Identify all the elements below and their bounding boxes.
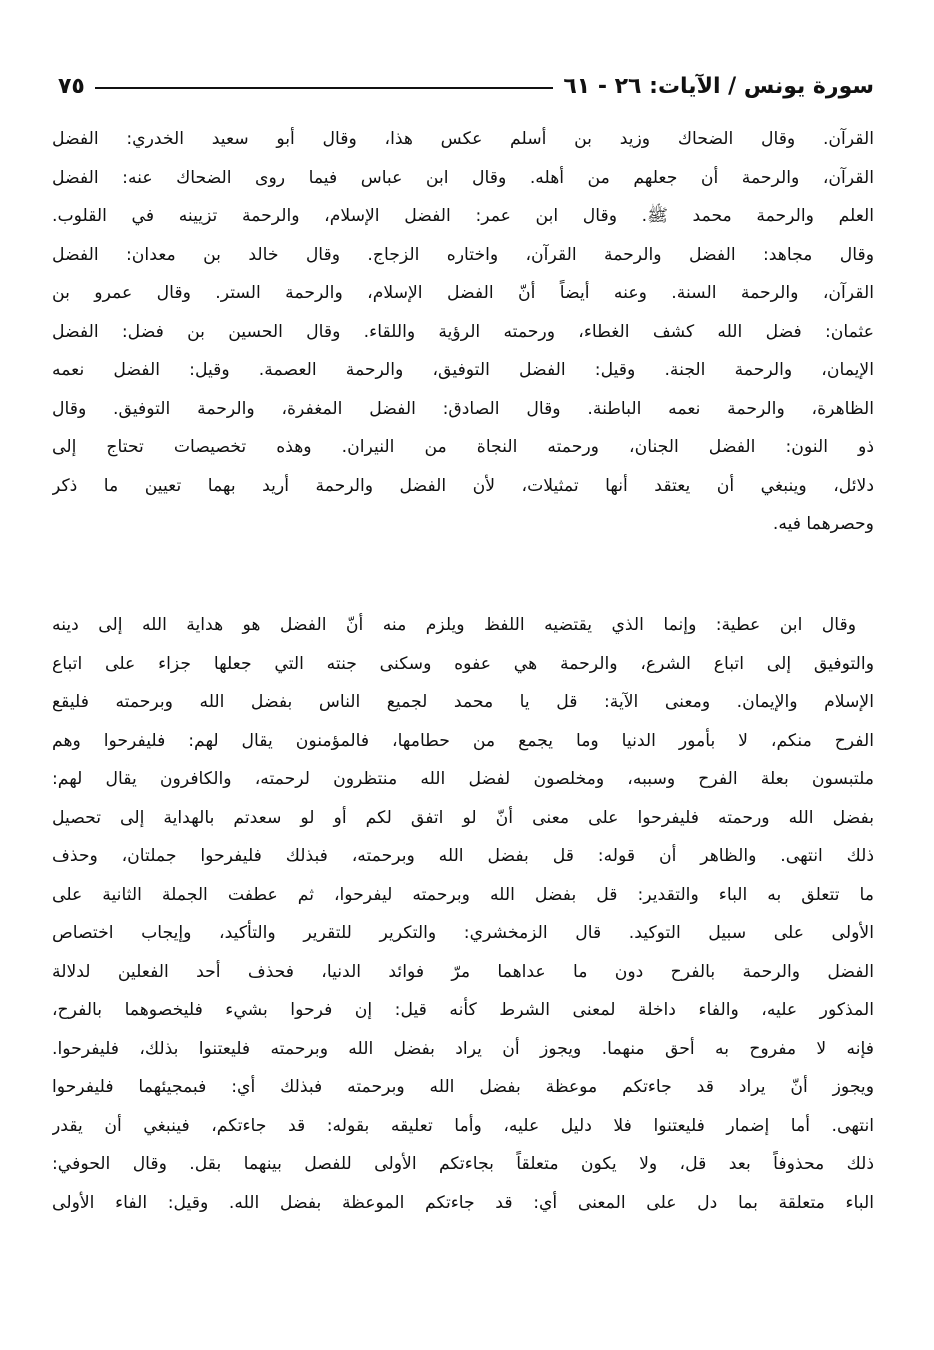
text-line: الإيمان، والرحمة الجنة. وقيل: الفضل التوفيق، والرحمة العصمة. وقيل: الفضل نعمه [52, 360, 874, 380]
text-line: وقال مجاهد: الفضل والرحمة القرآن، واختاره الزجاج. وقال خالد بن معدان: الفضل [52, 244, 874, 265]
text-line: دلائل، وينبغي أن يعتقد أنها تمثيلات، لأن الفضل والرحمة أريد بهما تعيين ما ذكر [52, 475, 874, 496]
text-line: ذو النون: الفضل الجنان، ورحمته النجاة من النيران. وهذه تخصيصات تحتاج إلى [52, 437, 874, 457]
text-line: وقال ابن عطية: وإنما الذي يقتضيه اللفظ ويلزم منه أنّ الفضل هو هداية الله إلى دينه [52, 615, 856, 635]
text-line: القرآن، والرحمة أن جعلهم من أهله. وقال ابن عباس فيما روى الضحاك عنه: الفضل [52, 167, 874, 188]
text-line: ما تتعلق به الباء والتقدير: قل بفضل الله وبرحمته ليفرحوا، ثم عطفت الجملة الثانية على [52, 884, 874, 905]
text-line: الأولى على سبيل التوكيد. قال الزمخشري: والتكرير للتقرير والتأكيد، وإيجاب اختصاص [52, 923, 874, 943]
text-line: الفرح منكم، لا بأمور الدنيا وما يجمع من حطامها، فالمؤمنون يقال لهم: فليفرحوا وهم [52, 730, 874, 751]
text-line: ذلك محذوفاً بعد قل، ولا يكون متعلقاً بجاءتكم الأولى للفصل بينهما بقل. وقال الحوفي: [52, 1154, 874, 1174]
text-line: ملتبسون بعلة الفرح وسببه، ومخلصون لفضل الله منتظرون لرحمته، والكافرون يقال لهم: [52, 769, 874, 789]
paragraph-2 [52, 606, 874, 1222]
text-line: العلم والرحمة محمد ﷺ. وقال ابن عمر: الفضل الإسلام، والرحمة تزيينه في القلوب. [52, 206, 874, 226]
text-line: وحصرهما فيه. [772, 514, 874, 534]
text-line: عثمان: فضل الله كشف الغطاء، ورحمته الرؤية واللقاء. وقال الحسين بن فضل: الفضل [52, 321, 874, 342]
page-number: ٧٥ [58, 73, 85, 99]
page-header [58, 66, 874, 106]
text-line: الظاهرة، والرحمة نعمه الباطنة. وقال الصادق: الفضل المغفرة، والرحمة التوفيق. وقال [52, 398, 874, 419]
text-line: بفضل الله ورحمته فليفرحوا على معنى أنّ لو اتفق لكم أو لو سعدتم بالهداية إلى تحصيل [52, 807, 874, 828]
running-title: سورة يونس / الآيات: ٢٦ - ٦١ [563, 73, 874, 99]
text-line: انتهى. أما إضمار فليعتنوا فلا دليل عليه، وأما تعليقه بقوله: قد جاءتكم، فينبغي أن يقدر [52, 1115, 874, 1136]
text-line: فإنه لا مفروح به أحق منهما. ويجوز أن يراد بفضل الله وبرحمته فليعتنوا بذلك، فليفرحوا. [52, 1038, 874, 1059]
text-line: الباء متعلقة بما دل على المعنى أي: قد جاءتكم الموعظة بفضل الله. وقيل: الفاء الأولى [52, 1192, 874, 1213]
text-line: القرآن. وقال الضحاك وزيد بن أسلم عكس هذا، وقال أبو سعيد الخدري: الفضل [52, 129, 874, 149]
text-line: الفضل والرحمة بالفرح دون ما عداهما مرّ فوائد الدنيا، فحذف أحد الفعلين لدلالة [52, 961, 874, 982]
text-line: المذكور عليه، والفاء داخلة لمعنى الشرط كأنه قيل: إن فرحوا بشيء فليخصوهما بالفرح، [52, 1000, 874, 1020]
text-line: ويجوز أنّ يراد قد جاءتكم موعظة بفضل الله وبرحمته فبذلك أي: فبمجيئهما فليفرحوا [52, 1077, 874, 1097]
header-rule [95, 87, 553, 89]
paragraph-1 [52, 120, 874, 544]
text-line: ذلك انتهى. والظاهر أن قوله: قل بفضل الله وبرحمته، فبذلك فليفرحوا جملتان، وحذف [52, 846, 874, 866]
text-line: والتوفيق إلى اتباع الشرع، والرحمة هي عفوه وسكنى جنته التي جعلها جزاء على اتباع [52, 653, 874, 674]
text-line: الإسلام والإيمان. ومعنى الآية: قل يا محمد لجميع الناس بفضل الله وبرحمته فليقع [52, 692, 874, 712]
text-line: القرآن، والرحمة السنة. وعنه أيضاً أنّ الفضل الإسلام، والرحمة الستر. وقال عمرو بن [52, 283, 874, 303]
